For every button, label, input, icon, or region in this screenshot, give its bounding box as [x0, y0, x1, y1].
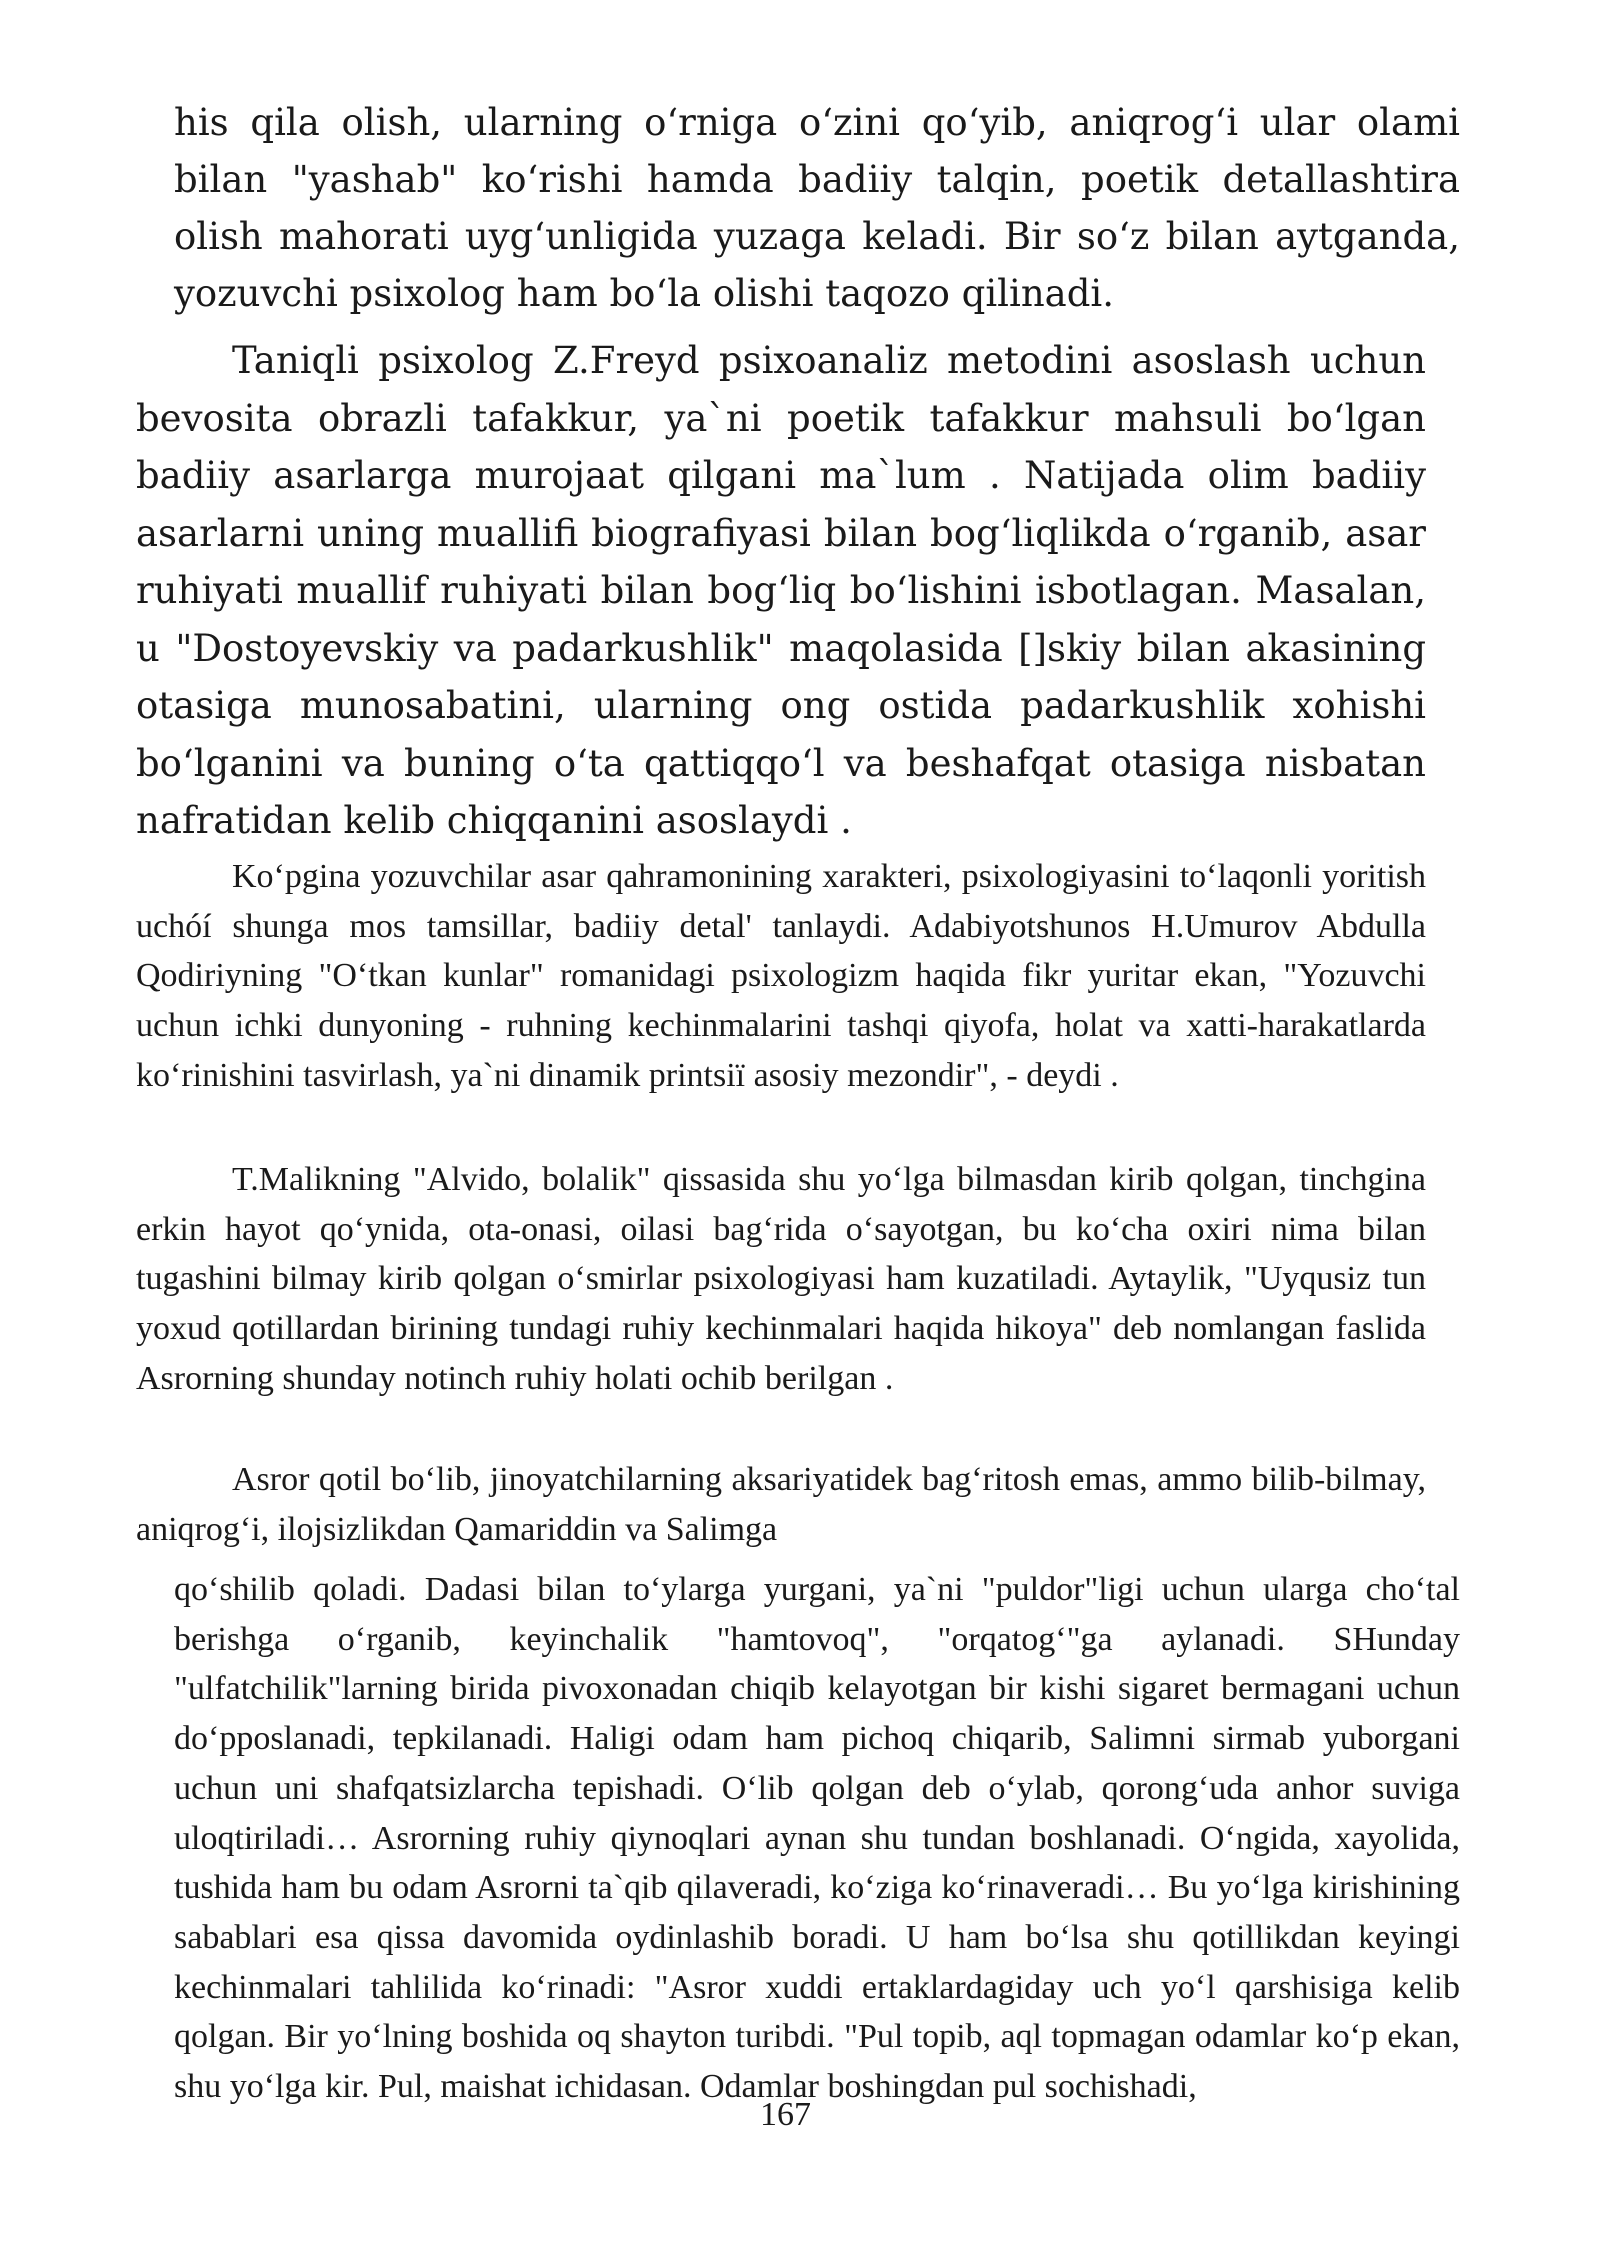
paragraph-5: Asror qotil bo‘lib, jinoyatchilarning aksariyatidek bag‘ritosh emas, ammo bilib-bilmay, aniqrog‘i, ilojsizlikdan Qamariddin va Salimga	[136, 1461, 1426, 1548]
paragraph-1: his qila olish, ularning o‘rniga o‘zini qo‘yib, aniqrog‘i ular olami bilan "yashab" ko‘rishi hamda badiiy talqin, poetik detallashtira olish mahorati uyg‘unligida yuzaga keladi. Bir so‘z bilan aytganda, yozuvchi psixolog ham bo‘la olishi taqozo qilinadi.	[174, 101, 1460, 315]
paragraph-3: Ko‘pgina yozuvchilar asar qahramonining xarakteri, psixologiyasini to‘laqonli yoritish uchóí shunga mos tamsillar, badiiy detal' tanlaydi. Adabiyotshunos H.Umurov Abdulla Qodiriyning "O‘tkan kunlar" romanidagi psixologizm haqida fikr yuritar ekan, "Yozuvchi uchun ichki dunyoning - ruhning kechinmalarini tashqi qiyofa, holat va xatti-harakatlarda ko‘rinishini tasvirlash, ya`ni dinamik printsiï asosiy mezondir", - deydi .	[136, 858, 1426, 1094]
page-number: 167	[760, 2096, 811, 2133]
paragraph-2: Taniqli psixolog Z.Freyd psixoanaliz metodini asoslash uchun bevosita obrazli tafakkur, ya`ni poetik tafakkur mahsuli bo‘lgan badiiy asarlarga murojaat qilgani ma`lum . Natijada olim badiiy asarlarni uning muallifi biografiyasi bilan bog‘liqlikda o‘rganib, asar ruhiyati muallif ruhiyati bilan bog‘liq bo‘lishini isbotlagan. Masalan, u "Dostoyevskiy va padarkushlik" maqolasida []skiy bilan akasining otasiga munosabatini, ularning ong ostida padarkushlik xohishi bo‘lganini va buning o‘ta qattiqqo‘l va beshafqat otasiga nisbatan nafratidan kelib chiqqanini asoslaydi .	[136, 339, 1426, 842]
paragraph-6: qo‘shilib qoladi. Dadasi bilan to‘ylarga yurgani, ya`ni "puldor"ligi uchun ularga cho‘tal berishga o‘rganib, keyinchalik "hamtovoq", "orqatog‘"ga aylanadi. SHunday "ulfatchilik"larning birida pivoxonadan chiqib kelayotgan bir kishi sigaret bermagani uchun do‘pposlanadi, tepkilanadi. Haligi odam ham pichoq chiqarib, Salimni sirmab yuborgani uchun uni shafqatsizlarcha tepishadi. O‘lib qolgan deb o‘ylab, qorong‘uda anhor suviga uloqtiriladi… Asrorning ruhiy qiynoqlari aynan shu tundan boshlanadi. O‘ngida, xayolida, tushida ham bu odam Asrorni ta`qib qilaveradi, ko‘ziga ko‘rinaveradi… Bu yo‘lga kirishining sabablari esa qissa davomida oydinlashib boradi. U ham bo‘lsa shu qotillikdan keyingi kechinmalari tahlilida ko‘rinadi: "Asror xuddi ertaklardagiday uch yo‘l qarshisiga kelib qolgan. Bir yo‘lning boshida oq shayton turibdi. "Pul topib, aql topmagan odamlar ko‘p ekan, shu yo‘lga kir. Pul, maishat ichidasan. Odamlar boshingdan pul sochishadi,	[174, 1571, 1460, 2106]
paragraph-4: T.Malikning "Alvido, bolalik" qissasida shu yo‘lga bilmasdan kirib qolgan, tinchgina erkin hayot qo‘ynida, ota-onasi, oilasi bag‘rida o‘sayotgan, bu ko‘cha oxiri nima bilan tugashini bilmay kirib qolgan o‘smirlar psixologiyasi ham kuzatiladi. Aytaylik, "Uyqusiz tun yoxud qotillardan birining tundagi ruhiy kechinmalari haqida hikoya" deb nomlangan faslida Asrorning shunday notinch ruhiy holati ochib berilgan .	[136, 1161, 1426, 1397]
